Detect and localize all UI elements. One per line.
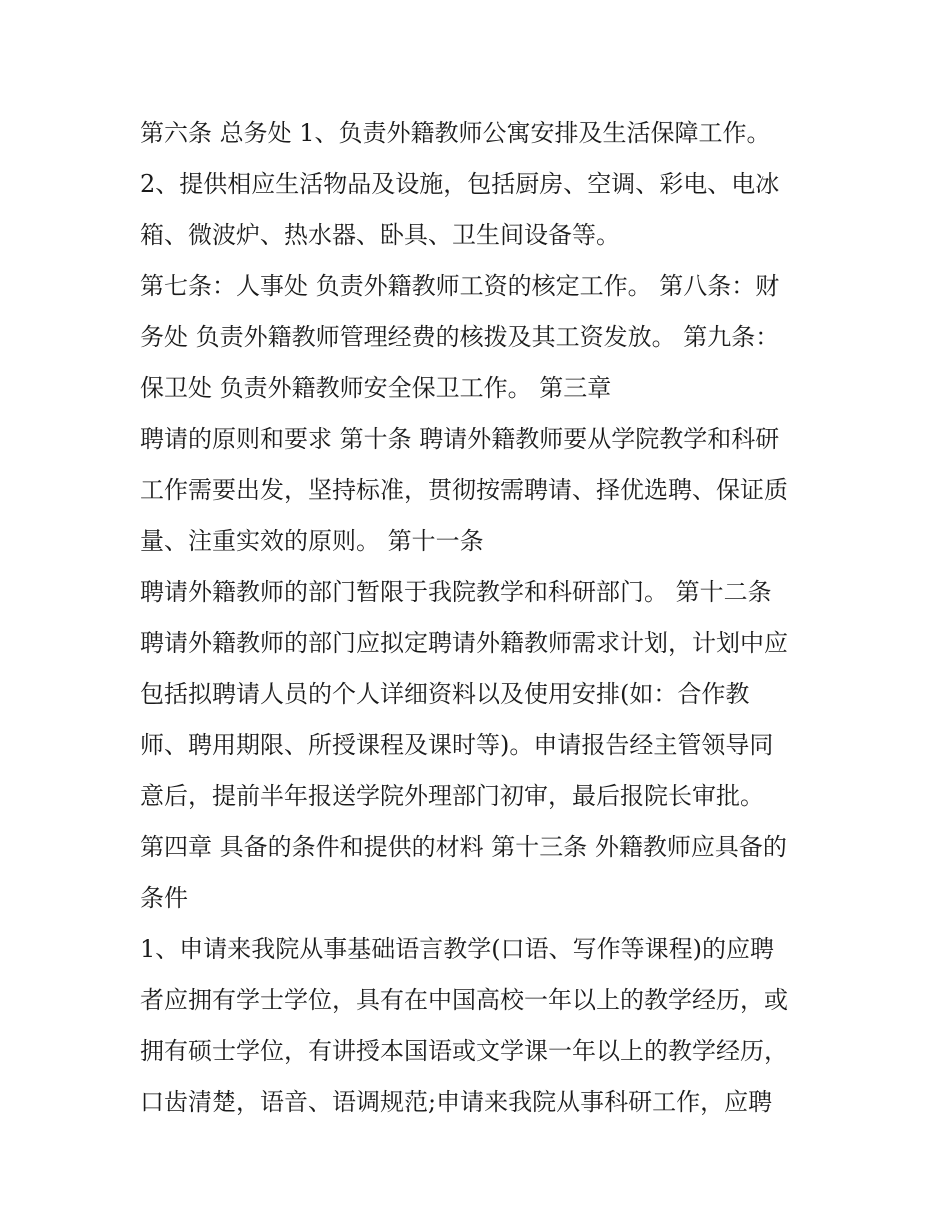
text-line: 意后，提前半年报送学院外理部门初审，最后报院长审批。 [140,782,764,810]
text-line: 保卫处 负责外籍教师安全保卫工作。 第三章 [140,374,612,402]
text-line: 条件 [140,884,188,912]
text-line: 量、注重实效的原则。 第十一条 [140,527,484,555]
text-line: 第四章 具备的条件和提供的材料 第十三条 外籍教师应具备的 [140,833,787,861]
text-line: 包括拟聘请人员的个人详细资料以及使用安排(如：合作教 [140,680,750,708]
text-line: 口齿清楚，语音、语调规范;申请来我院从事科研工作，应聘 [140,1088,773,1116]
text-line: 1、申请来我院从事基础语言教学(口语、写作等课程)的应聘 [140,935,774,963]
document-body [140,108,830,1128]
text-line: 第六条 总务处 1、负责外籍教师公寓安排及生活保障工作。 [140,119,771,147]
text-line: 聘请外籍教师的部门暂限于我院教学和科研部门。 第十二条 [140,578,772,606]
text-line: 师、聘用期限、所授课程及课时等)。申请报告经主管领导同 [140,731,774,759]
text-line: 者应拥有学士学位，具有在中国高校一年以上的教学经历，或 [140,986,788,1014]
text-line: 箱、微波炉、热水器、卧具、卫生间设备等。 [140,221,620,249]
text-line: 聘请外籍教师的部门应拟定聘请外籍教师需求计划，计划中应 [140,629,788,657]
text-line: 拥有硕士学位，有讲授本国语或文学课一年以上的教学经历， [140,1037,788,1065]
text-line: 第七条：人事处 负责外籍教师工资的核定工作。 第八条：财 [140,272,780,300]
text-line: 工作需要出发，坚持标准，贯彻按需聘请、择优选聘、保证质 [140,476,788,504]
text-line: 务处 负责外籍教师管理经费的核拨及其工资发放。 第九条： [140,323,780,351]
text-line: 2、提供相应生活物品及设施，包括厨房、空调、彩电、电冰 [140,170,780,198]
text-line: 聘请的原则和要求 第十条 聘请外籍教师要从学院教学和科研 [140,425,780,453]
